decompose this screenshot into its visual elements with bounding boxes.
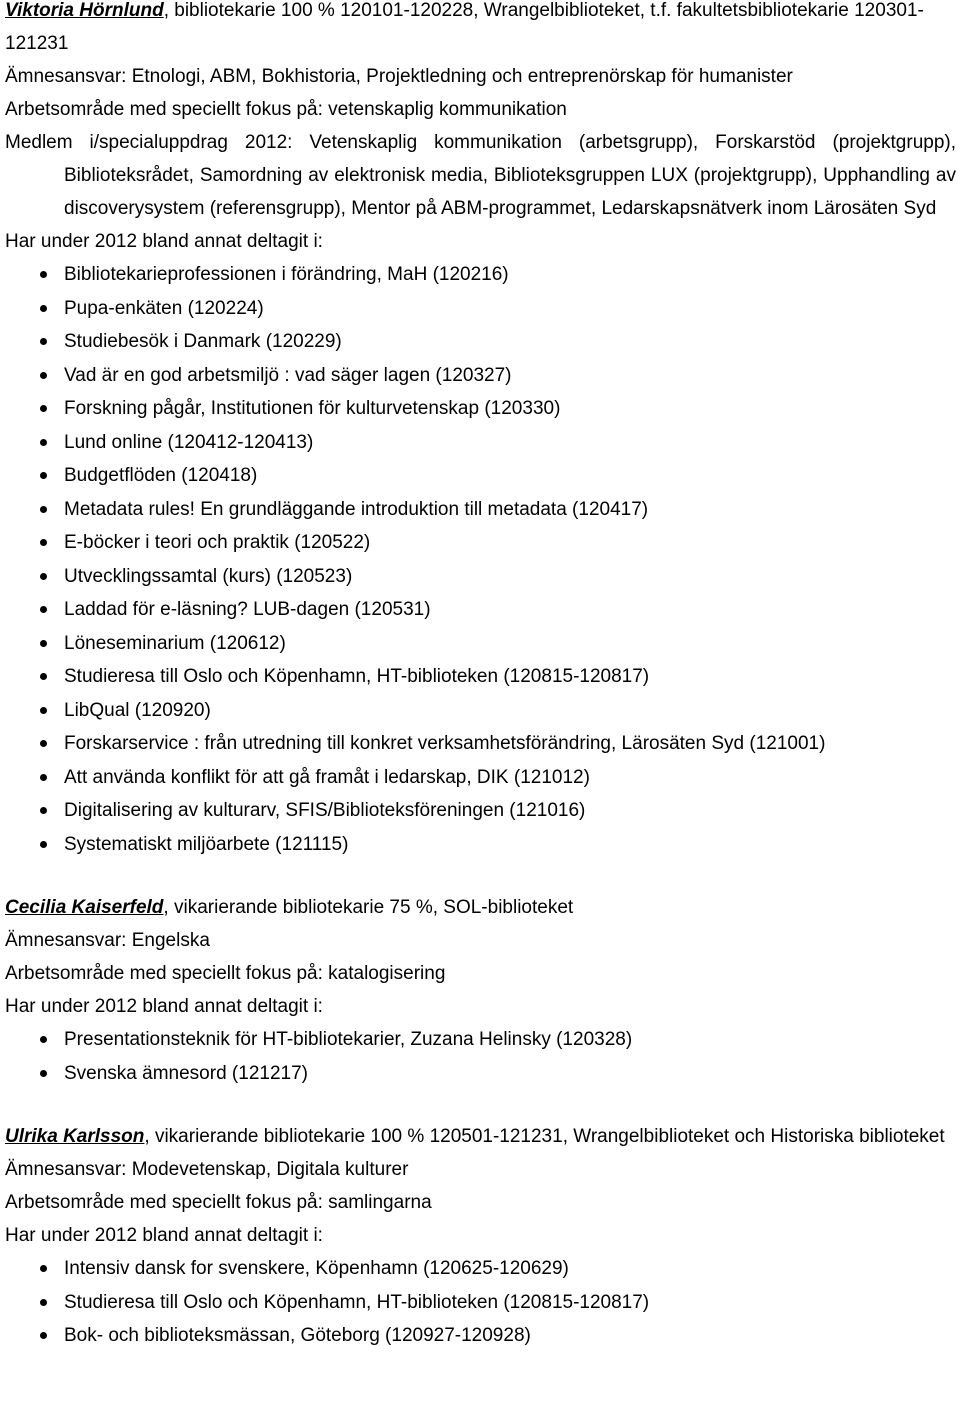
bullet-icon [40,472,47,479]
list-item: Att använda konflikt för att gå framåt i ledarskap, DIK (121012) [5,761,956,795]
bullet-icon [40,539,47,546]
subject-responsibility: Ämnesansvar: Modevetenskap, Digitala kulturer [5,1159,409,1180]
bullet-icon [40,640,47,647]
person-header [5,891,956,924]
attended-heading: Har under 2012 bland annat deltagit i: [5,1225,323,1246]
focus-area: Arbetsområde med speciellt fokus på: vetenskaplig kommunikation [5,99,567,120]
bullet-icon [40,807,47,814]
bullet-icon [40,372,47,379]
focus-area: Arbetsområde med speciellt fokus på: katalogisering [5,963,446,984]
person-name: Ulrika Karlsson [5,1126,145,1147]
person-name: Viktoria Hörnlund [5,0,164,21]
person-header [5,0,956,60]
bullet-icon [40,271,47,278]
person-name: Cecilia Kaiserfeld [5,897,164,918]
bullet-icon [40,1299,47,1306]
person-section [5,891,956,1090]
subject-responsibility: Ämnesansvar: Engelska [5,930,210,951]
bullet-icon [40,740,47,747]
person-role: , vikarierande bibliotekarie 100 % 120501-121231, Wrangelbiblioteket och Historiska biblioteket [144,1126,945,1147]
bullet-icon [40,774,47,781]
bullet-icon [40,1265,47,1272]
attended-heading: Har under 2012 bland annat deltagit i: [5,996,323,1017]
list-item: Utvecklingssamtal (kurs) (120523) [5,560,956,594]
attended-heading: Har under 2012 bland annat deltagit i: [5,231,323,252]
membership-text: Medlem i/specialuppdrag 2012: Vetenskaplig kommunikation (arbetsgrupp), Forskarstöd (projektgrupp), Biblioteksrådet, Samordning av elektronisk media, Biblioteksgruppen LUX (projektgrupp), Upphandling av discoverysystem (referensgrupp), Mentor på ABM-programmet, Ledarskapsnätverk inom Lärosäten Syd [5,132,956,219]
bullet-icon [40,1036,47,1043]
attended-list [5,1023,956,1090]
bullet-icon [40,841,47,848]
list-item: Forskning pågår, Institutionen för kulturvetenskap (120330) [5,392,956,426]
bullet-icon [40,405,47,412]
list-item: Svenska ämnesord (121217) [5,1057,956,1091]
list-item: Löneseminarium (120612) [5,627,956,661]
attended-list [5,258,956,861]
focus-area: Arbetsområde med speciellt fokus på: samlingarna [5,1192,432,1213]
list-item: Presentationsteknik för HT-bibliotekarier, Zuzana Helinsky (120328) [5,1023,956,1057]
person-header [5,1120,956,1153]
bullet-icon [40,338,47,345]
list-item: Laddad för e-läsning? LUB-dagen (120531) [5,593,956,627]
person-section [5,0,956,861]
list-item: Lund online (120412-120413) [5,426,956,460]
section-spacer [5,861,956,891]
list-item: Systematiskt miljöarbete (121115) [5,828,956,862]
list-item: Digitalisering av kulturarv, SFIS/Biblioteksföreningen (121016) [5,794,956,828]
list-item: Bok- och biblioteksmässan, Göteborg (120927-120928) [5,1319,956,1353]
list-item: Bibliotekarieprofessionen i förändring, MaH (120216) [5,258,956,292]
list-item: Studieresa till Oslo och Köpenhamn, HT-biblioteken (120815-120817) [5,660,956,694]
attended-list [5,1252,956,1353]
bullet-icon [40,506,47,513]
list-item: E-böcker i teori och praktik (120522) [5,526,956,560]
list-item: Budgetflöden (120418) [5,459,956,493]
bullet-icon [40,707,47,714]
subject-responsibility: Ämnesansvar: Etnologi, ABM, Bokhistoria, Projektledning och entreprenörskap för humanister [5,66,793,87]
bullet-icon [40,1332,47,1339]
list-item: Vad är en god arbetsmiljö : vad säger lagen (120327) [5,359,956,393]
list-item: Pupa-enkäten (120224) [5,292,956,326]
bullet-icon [40,305,47,312]
person-role: , bibliotekarie 100 % 120101-120228, Wrangelbiblioteket, t.f. fakultetsbibliotekarie 120301-121231 [5,0,924,54]
list-item: Studiebesök i Danmark (120229) [5,325,956,359]
bullet-icon [40,439,47,446]
list-item: Intensiv dansk for svenskere, Köpenhamn (120625-120629) [5,1252,956,1286]
person-section [5,1120,956,1353]
bullet-icon [40,1070,47,1077]
bullet-icon [40,606,47,613]
list-item: Metadata rules! En grundläggande introduktion till metadata (120417) [5,493,956,527]
bullet-icon [40,573,47,580]
list-item: LibQual (120920) [5,694,956,728]
person-role: , vikarierande bibliotekarie 75 %, SOL-biblioteket [163,897,574,918]
list-item: Studieresa till Oslo och Köpenhamn, HT-biblioteken (120815-120817) [5,1286,956,1320]
list-item: Forskarservice : från utredning till konkret verksamhetsförändring, Lärosäten Syd (121001) [5,727,956,761]
bullet-icon [40,673,47,680]
section-spacer [5,1090,956,1120]
